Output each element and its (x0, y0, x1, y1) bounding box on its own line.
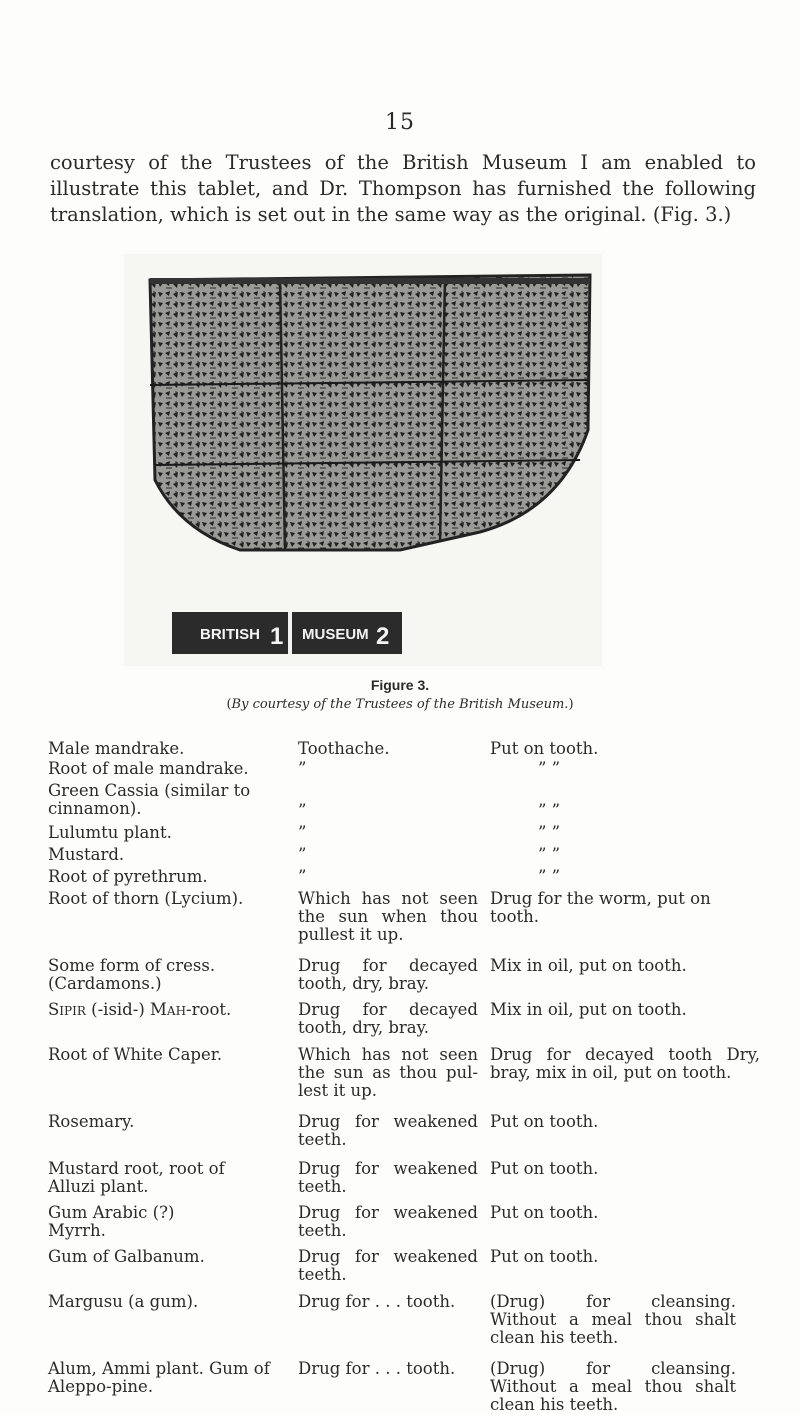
row-method: Mix in oil, put on tooth. (490, 956, 687, 975)
row-ingredient: Mustard. (48, 845, 125, 864)
label-british: BRITISH (200, 626, 260, 643)
figure-credit: (By courtesy of the Trustees of the British Museum.) (226, 697, 574, 712)
clay-tablet (150, 275, 590, 550)
row-use: Drug for decayed tooth, dry, bray. (298, 956, 478, 993)
row-method: (Drug) for cleansing. Without a meal thou shalt clean his teeth. (490, 1359, 736, 1414)
page-number: 15 (385, 110, 415, 135)
label-number-1: 1 (270, 623, 284, 650)
row-ingredient: Some form of cress. (Cardamons.) (48, 956, 216, 993)
row-method: Mix in oil, put on tooth. (490, 1000, 687, 1019)
row-ingredient: Margusu (a gum). (48, 1292, 199, 1311)
row-use: Drug for weakened teeth. (298, 1112, 478, 1149)
header-col-2: Toothache. (298, 739, 390, 758)
row-ingredient: Root of White Caper. (48, 1045, 223, 1064)
row-use: Drug for decayed tooth, dry, bray. (298, 1000, 478, 1037)
row-ingredient: Alum, Ammi plant. Gum of Aleppo-pine. (48, 1359, 270, 1396)
row-method: ” ” (538, 823, 561, 842)
row-use: ” (298, 801, 307, 820)
row-use: ” (298, 845, 307, 864)
row-use: Which has not seen the sun as thou pul- lest it up. (298, 1045, 478, 1100)
row-ingredient: Sipir (-isid-) Mah-root. (48, 1000, 232, 1019)
row-ingredient: Mustard root, root of Alluzi plant. (48, 1159, 225, 1196)
row-use: Drug for weakened teeth. (298, 1159, 478, 1196)
row-method: Drug for decayed tooth Dry, bray, mix in oil, put on tooth. (490, 1045, 760, 1082)
row-ingredient: Root of thorn (Lycium). (48, 889, 244, 908)
row-ingredient: Green Cassia (similar to cinnamon). (48, 781, 251, 818)
figure-title: Figure 3. (370, 677, 430, 693)
row-ingredient: Gum Arabic (?) Myrrh. (48, 1203, 175, 1240)
row-method: Drug for the worm, put on tooth. (490, 889, 711, 926)
row-ingredient: Gum of Galbanum. (48, 1247, 205, 1266)
row-use: Drug for weakened teeth. (298, 1203, 478, 1240)
row-method: ” ” (538, 867, 561, 886)
row-use: ” (298, 759, 307, 778)
row-method: Put on tooth. (490, 1112, 599, 1131)
row-ingredient: Rosemary. (48, 1112, 135, 1131)
row-use: Which has not seen the sun when thou pullest it up. (298, 889, 478, 944)
header-col-3: Put on tooth. (490, 739, 599, 758)
header-col-1: Male mandrake. (48, 739, 185, 758)
intro-paragraph: courtesy of the Trustees of the British Museum I am enabled to illustrate this tablet, and Dr. Thompson has furnished the following translation, which is set out in the same way as the original. (Fig. 3.) (50, 151, 756, 226)
row-use: Drug for . . . tooth. (298, 1292, 456, 1311)
row-method: ” ” (538, 801, 561, 820)
row-method: Put on tooth. (490, 1203, 599, 1222)
row-use: Drug for weakened teeth. (298, 1247, 478, 1284)
museum-label (172, 612, 402, 654)
row-method: Put on tooth. (490, 1247, 599, 1266)
row-ingredient: Lulumtu plant. (48, 823, 172, 842)
row-method: (Drug) for cleansing. Without a meal thou shalt clean his teeth. (490, 1292, 736, 1347)
row-use: ” (298, 867, 307, 886)
label-number-2: 2 (376, 623, 390, 650)
row-method: Put on tooth. (490, 1159, 599, 1178)
row-use: Drug for . . . tooth. (298, 1359, 456, 1378)
tablet-photograph (120, 250, 606, 670)
row-method: ” ” (538, 845, 561, 864)
label-museum: MUSEUM (302, 626, 369, 643)
row-method: ” ” (538, 759, 561, 778)
row-ingredient: Root of pyrethrum. (48, 867, 208, 886)
row-ingredient: Root of male mandrake. (48, 759, 249, 778)
row-use: ” (298, 823, 307, 842)
